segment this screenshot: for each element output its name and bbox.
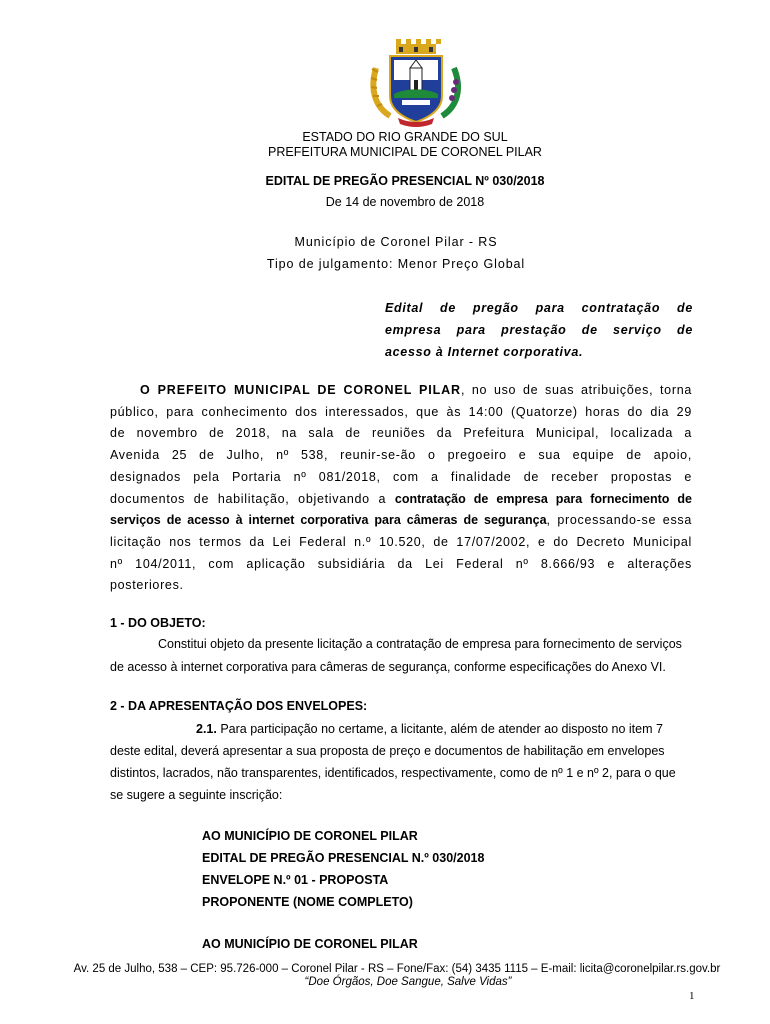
state-heading: ESTADO DO RIO GRANDE DO SUL — [302, 130, 508, 144]
edital-summary — [385, 297, 693, 363]
objeto-text-line: Constitui objeto da presente licitação a contratação de empresa para fornecimento de serviços — [158, 637, 682, 651]
envelope1-proponent: PROPONENTE (NOME COMPLETO) — [202, 895, 413, 909]
edital-title: EDITAL DE PREGÃO PRESENCIAL Nº 030/2018 — [265, 174, 545, 188]
prefecture-heading: PREFEITURA MUNICIPAL DE CORONEL PILAR — [268, 145, 542, 159]
section-title-objeto: 1 - DO OBJETO: — [110, 616, 206, 630]
envelope1-number: ENVELOPE N.º 01 - PROPOSTA — [202, 873, 389, 887]
objeto-text-line: de acesso à internet corporativa para câmeras de segurança, conforme especificações do Anexo VI. — [110, 660, 666, 674]
section-title-envelopes: 2 - DA APRESENTAÇÃO DOS ENVELOPES: — [110, 699, 368, 713]
intro-paragraph: O PREFEITO MUNICIPAL DE CORONEL PILAR, no uso de suas atribuições, torna público, para conhecimento dos interessados, que às 14:00 (Quatorze) horas do dia 29 de novembro de 2018, na sala de reuniões da Prefeitura Municipal, localizada a Avenida 25 de Julho, nº 538, reunir-se-ão o pregoeiro e sua equipe de apoio, designados pela Portaria nº 081/2018, com a finalidade de receber propostas e documentos de habilitação, objetivando a contratação de empresa para fornecimento de serviços de acesso à internet corporativa para câmeras de segurança, processando-se essa licitação nos termos da Lei Federal n.º 10.520, de 17/07/2002, e do Decreto Municipal nº 104/2011, com aplicação subsidiária da Lei Federal nº 8.666/93 e alterações posteriores. — [110, 383, 693, 593]
item-number: 2.1. — [196, 722, 217, 736]
footer-address: Av. 25 de Julho, 538 – CEP: 95.726-000 – Coronel Pilar - RS – Fone/Fax: (54) 3435 1115 – E-mail: licita@coronelpilar.rs.gov.br — [73, 963, 721, 975]
edital-date: De 14 de novembro de 2018 — [325, 195, 485, 209]
object-highlight: serviços de acesso à internet corporativa para câmeras de segurança — [110, 513, 547, 528]
municipio-line: Município de Coronel Pilar - RS — [294, 235, 498, 249]
item-2-1-paragraph: 2.1. Para participação no certame, a licitante, além de atender ao disposto no item 7 deste edital, deverá apresentar a sua proposta de preço e documentos de habilitação em envelopes distintos, lacrados, não transparentes, identificados, respectivamente, como de nº 1 e nº 2, para o que se sugere a seguinte inscrição: — [110, 722, 676, 802]
summary-line: acesso à Internet corporativa. — [385, 345, 584, 359]
mayor-title: O PREFEITO MUNICIPAL DE CORONEL PILAR — [140, 383, 461, 397]
summary-line: Edital de pregão para contratação de — [385, 301, 693, 315]
summary-line: empresa para prestação de serviço de — [385, 323, 693, 337]
envelope2-recipient: AO MUNICÍPIO DE CORONEL PILAR — [202, 937, 418, 951]
judgment-type-line: Tipo de julgamento: Menor Preço Global — [266, 257, 526, 271]
page-number: 1 — [689, 990, 695, 1002]
envelope1-edital: EDITAL DE PREGÃO PRESENCIAL N.º 030/2018 — [202, 851, 485, 865]
envelope1-recipient: AO MUNICÍPIO DE CORONEL PILAR — [202, 829, 418, 843]
municipal-coat-of-arms-icon — [368, 38, 464, 130]
object-highlight: contratação de empresa para fornecimento de — [394, 491, 692, 506]
footer-motto: “Doe Órgãos, Doe Sangue, Salve Vidas” — [304, 976, 512, 988]
